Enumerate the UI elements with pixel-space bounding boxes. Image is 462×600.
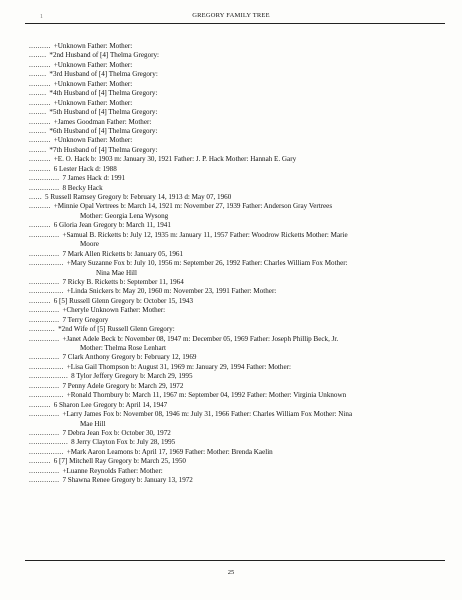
leader-dots: ........ [29,108,47,117]
leader-dots: ........ [29,145,47,154]
entry-text: 7 James Hack d: 1991 [62,174,126,183]
entry-text: +Unknown Father: Mother: [53,98,133,107]
entry-line [29,80,449,89]
entry-line [29,297,449,306]
leader-dots: .......... [29,221,51,230]
entry-text: *2nd Wife of [5] Russell Glenn Gregory: [58,325,175,334]
entry-text: +Linda Snickers b: May 20, 1960 m: November 23, 1991 Father: Mother: [66,287,277,296]
entry-text: +James Goodman Father: Mother: [53,117,152,126]
entry-continuation [29,344,449,353]
entry-text: Moore [80,240,99,249]
leader-dots: .............. [29,230,60,239]
leader-dots: ........ [29,126,47,135]
entry-line [29,259,449,268]
entry-text: 6 Gloria Jean Gregory b: March 11, 1941 [53,221,171,230]
leader-dots: .......... [29,296,51,305]
entry-text: 8 Becky Hack [62,183,103,192]
leader-dots: .......... [29,60,51,69]
leader-dots: .............. [29,277,60,286]
entry-text: 7 Clark Anthony Gregory b: February 12, 1969 [62,353,197,362]
entry-text: *7th Husband of [4] Thelma Gregory: [49,145,158,154]
entry-line [29,401,449,410]
entry-text: *5th Husband of [4] Thelma Gregory: [49,108,158,117]
leader-dots: ................ [29,259,64,268]
entry-line [29,155,449,164]
entry-text: *2nd Husband of [4] Thelma Gregory: [49,51,159,60]
entry-line [29,184,449,193]
leader-dots: ................ [29,391,64,400]
leader-dots: .............. [29,428,60,437]
entry-line [29,165,449,174]
entry-line [29,316,449,325]
entry-line [29,382,449,391]
entry-text: Nina Mae Hill [96,268,137,277]
entry-text: +Larry James Fox b: November 08, 1946 m: July 31, 1966 Father: Charles William Fox Mother: Nina [62,410,353,419]
page-title: GREGORY FAMILY TREE [192,12,270,19]
entry-line [29,231,449,240]
leader-dots: ........ [29,51,47,60]
entry-line [29,193,449,202]
entry-line [29,174,449,183]
entry-text: +Luanne Reynolds Father: Mother: [62,466,163,475]
leader-dots: .............. [29,466,60,475]
leader-dots: ...... [29,193,43,201]
entry-line [29,202,449,211]
entry-line [29,127,449,136]
entry-text: +Mark Aaron Leamons b: April 17, 1969 Father: Mother: Brenda Kaelin [66,447,273,456]
entry-text: 7 Shawna Renee Gregory b: January 13, 1972 [62,476,193,485]
entry-continuation [29,269,449,278]
leader-dots: .............. [29,334,60,343]
entry-text: 6 Lester Hack d: 1988 [53,164,117,173]
leader-dots: .......... [29,400,51,409]
leader-dots: ............ [29,325,56,334]
leader-dots: ................ [29,447,64,456]
leader-dots: .......... [29,136,51,145]
header-rule [25,23,445,24]
entry-text: +Ronald Thornbury b: March 11, 1967 m: September 04, 1992 Father: Mother: Virginia Unknown [66,391,347,400]
corner-mark: 1 [40,14,43,20]
entry-line [29,278,449,287]
entry-text: Mae Hill [80,419,106,428]
leader-dots: .......... [29,457,51,466]
leader-dots: ................ [29,287,64,296]
entry-text: +Unknown Father: Mother: [53,42,133,50]
entry-line [29,353,449,362]
entry-text: 7 Ricky B. Ricketts b: September 11, 1964 [62,277,184,286]
entry-line [29,306,449,315]
leader-dots: .......... [29,79,51,88]
leader-dots: .......... [29,155,51,164]
entry-line [29,118,449,127]
entry-line [29,325,449,334]
entry-line [29,136,449,145]
entry-text: +Minnie Opal Vertrees b: March 14, 1921 m: November 27, 1939 Father: Anderson Gray Vertrees [53,202,333,211]
leader-dots: ........ [29,89,47,98]
leader-dots: .......... [29,164,51,173]
entry-line [29,438,449,447]
entry-line [29,99,449,108]
leader-dots: .............. [29,381,60,390]
entry-line [29,476,449,485]
entry-continuation [29,420,449,429]
entry-line [29,146,449,155]
entry-line [29,448,449,457]
entry-text: 8 Jerry Clayton Fox b: July 28, 1995 [71,438,176,447]
entry-continuation [29,240,449,249]
leader-dots: .................. [29,438,69,447]
entry-line [29,429,449,438]
entry-line [29,457,449,466]
entry-continuation [29,212,449,221]
entry-line [29,250,449,259]
entry-text: 7 Terry Gregory [62,315,109,324]
leader-dots: .............. [29,306,60,315]
entry-line [29,221,449,230]
entry-text: +Unknown Father: Mother: [53,136,133,145]
entry-text: +Samual B. Ricketts b: July 12, 1935 m: January 11, 1957 Father: Woodrow Ricketts Mother: Marie [62,230,348,239]
entry-text: 7 Debra Jean Fox b: October 30, 1972 [62,428,171,437]
entry-text: +E. O. Hack b: 1903 m: January 30, 1921 Father: J. P. Hack Mother: Hannah E. Gary [53,155,297,164]
leader-dots: .............. [29,410,60,419]
entry-text: +Lisa Gail Thompson b: August 31, 1969 m: January 29, 1994 Father: Mother: [66,362,291,371]
entry-text: +Mary Suzanne Fox b: July 10, 1956 m: September 26, 1992 Father: Charles William Fox Mother: [66,259,348,268]
entry-line [29,61,449,70]
entry-text: 7 Mark Allen Ricketts b: January 05, 1961 [62,249,184,258]
entry-text: +Cheryle Unknown Father: Mother: [62,306,166,315]
entry-text: 5 Russell Ramsey Gregory b: February 14, 1913 d: May 07, 1960 [45,193,232,201]
entry-line [29,467,449,476]
entry-line [29,89,449,98]
entry-text: *4th Husband of [4] Thelma Gregory: [49,89,158,98]
entry-text: 7 Penny Adele Gregory b: March 29, 1972 [62,381,184,390]
entry-line [29,335,449,344]
entry-line [29,70,449,79]
entry-text: *3rd Husband of [4] Thelma Gregory: [49,70,158,79]
footer-rule [25,560,445,561]
entry-text: 8 Tylor Jeffery Gregory b: March 29, 1995 [71,372,193,381]
page-number: 25 [227,569,235,576]
entry-text: 6 [5] Russell Glenn Gregory b: October 15, 1943 [53,296,194,305]
entry-line [29,391,449,400]
entry-text: +Unknown Father: Mother: [53,60,133,69]
entry-text: 6 [7] Mitchell Ray Gregory b: March 25, 1950 [53,457,186,466]
leader-dots: .................. [29,372,69,381]
leader-dots: .......... [29,117,51,126]
genealogy-list [29,42,449,486]
leader-dots: ................ [29,362,64,371]
entry-text: +Unknown Father: Mother: [53,79,133,88]
entry-line [29,287,449,296]
leader-dots: .............. [29,174,60,183]
leader-dots: .............. [29,249,60,258]
entry-line [29,108,449,117]
entry-text: Mother: Thelma Rose Lenhart [80,344,166,352]
leader-dots: .............. [29,353,60,362]
entry-text: 6 Sharon Lee Gregory b: April 14, 1947 [53,400,168,409]
entry-text: *6th Husband of [4] Thelma Gregory: [49,126,158,135]
leader-dots: .......... [29,42,51,50]
entry-text: +Janet Adele Beck b: November 08, 1947 m: December 05, 1969 Father: Joseph Phillip Beck, Jr. [62,334,339,343]
entry-line [29,42,449,51]
entry-line [29,363,449,372]
entry-line [29,51,449,60]
leader-dots: .............. [29,315,60,324]
leader-dots: .............. [29,476,60,485]
leader-dots: .......... [29,202,51,211]
leader-dots: ........ [29,70,47,79]
entry-text: Mother: Georgia Lena Wysong [80,211,169,220]
entry-line [29,410,449,419]
entry-line [29,372,449,381]
leader-dots: .......... [29,98,51,107]
leader-dots: .............. [29,183,60,192]
